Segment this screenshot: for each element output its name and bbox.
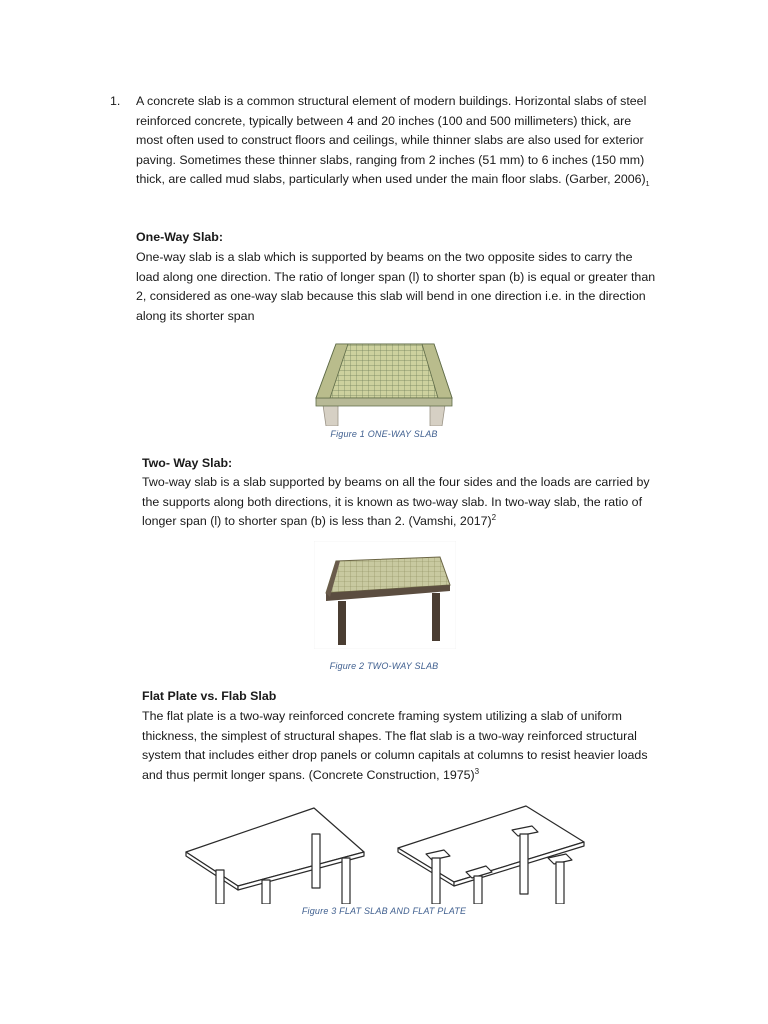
paragraph-flat-plate: The flat plate is a two-way reinforced concrete framing system utilizing a slab of uniform thickness, the simplest of structural shapes. The flat slab is a two-way reinforced structural system that includes either drop panels or column capitals at columns to resist heavier loads and thus permit longer spans. (Concrete Construction, 1975)$^3$ xyxy=(142,709,648,782)
heading-flat-plate: Flat Plate vs. Flab Slab xyxy=(142,689,277,703)
heading-one-way-slab: One-Way Slab: xyxy=(136,230,223,244)
figure-caption: Figure 1 ONE-WAY SLAB xyxy=(330,429,438,439)
figure-caption: Figure 2 TWO-WAY SLAB xyxy=(329,661,439,671)
list-number: 1. xyxy=(110,94,121,108)
numbered-paragraph xyxy=(110,92,650,192)
paragraph-one-way-slab: One-way slab is a slab which is supported by beams on the two opposite sides to carry the load along one direction. The ratio of longer span (l) to shorter span (b) is equal or greater than 2, considered as one-way slab because this slab will bend in one direction i.e. in the direction along its shorter span xyxy=(136,250,656,323)
one-way-slab-figure xyxy=(314,340,454,426)
flat-slab-drawing xyxy=(398,806,584,904)
paragraph-text: A concrete slab is a common structural element of modern buildings. Horizontal slabs of steel reinforced concrete, typically between 4 and 20 inches (100 and 500 millimeters) thick, are most often used to construct floors and ceilings, while thinner slabs are also used for exterior paving. Sometimes these thinner slabs, ranging from 2 inches (51 mm) to 6 inches (150 mm) thick, are called mud slabs, particularly when used under the main floor slabs. (Garber, 2006)$^1$ xyxy=(136,94,650,189)
figure-caption: Figure 3 FLAT SLAB AND FLAT PLATE xyxy=(301,906,467,916)
two-way-slab-figure xyxy=(314,541,456,649)
footnote-ref: 1 xyxy=(645,181,650,189)
heading-two-way-slab: Two- Way Slab: xyxy=(142,456,233,470)
flat-slab-and-flat-plate-figure xyxy=(182,800,588,904)
flat-plate-drawing xyxy=(186,808,364,904)
footnote-ref: 2 xyxy=(491,513,497,523)
footnote-ref: 3 xyxy=(474,766,480,776)
paragraph-two-way-slab: Two-way slab is a slab supported by beams on all the four sides and the loads are carried by the supports along both directions, it is known as two-way slab. In two-way slab, the ratio of longer span (l) to shorter span (b) is less than 2. (Vamshi, 2017)$^2$ xyxy=(142,475,650,529)
